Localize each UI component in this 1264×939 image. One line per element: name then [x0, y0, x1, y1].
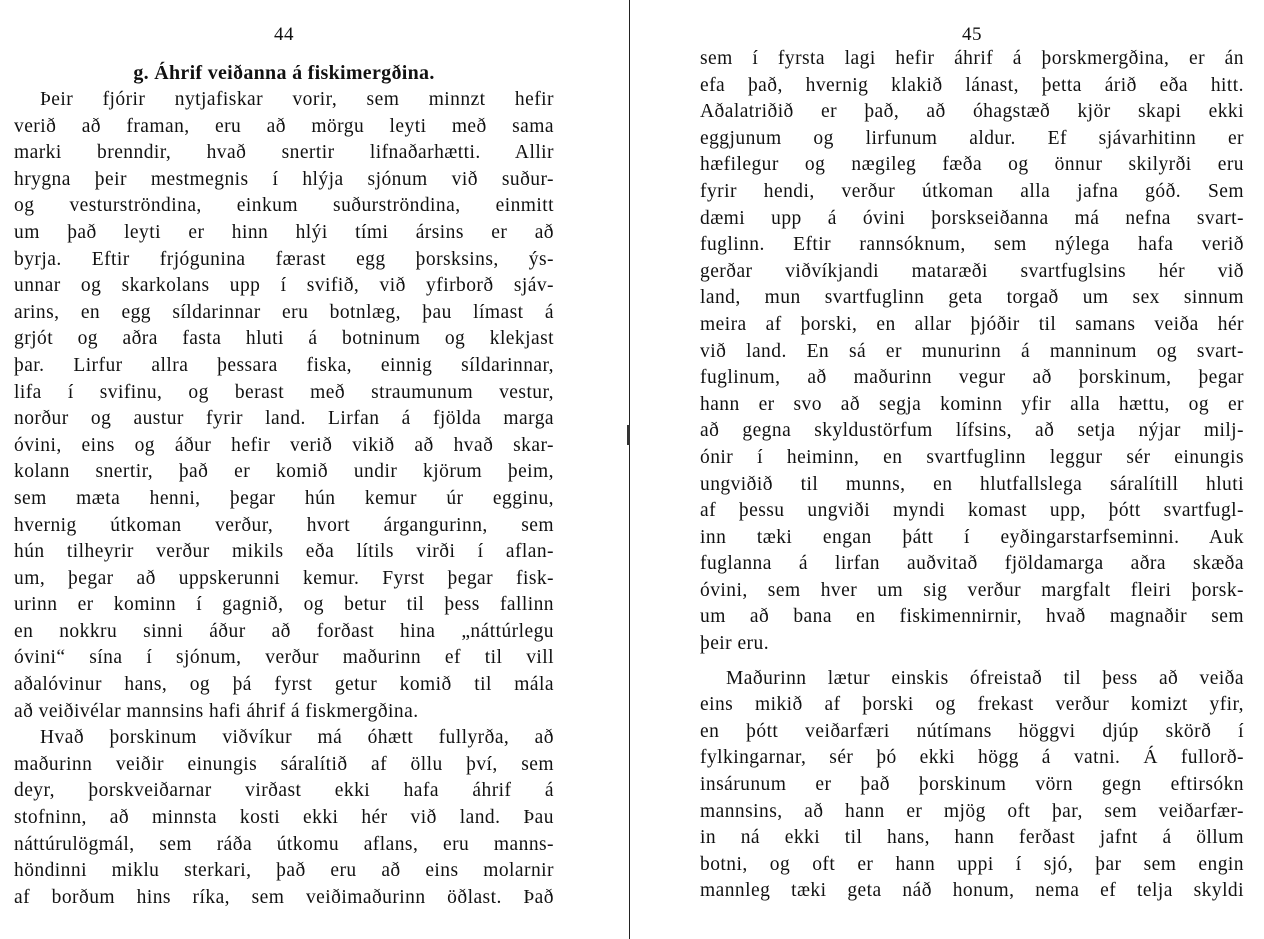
text-line: fuglanna á lirfan auðvitað fjöldamarga aðra skæða: [700, 553, 1244, 575]
text-line: urinn er kominn í gagnið, og betur til þess fallinn: [14, 594, 554, 616]
text-line: in ná ekki til hans, hann ferðast jafnt á öllum: [700, 827, 1244, 849]
text-line: Aðalatriðið er það, að óhagstæð kjör skapi ekki: [700, 101, 1244, 123]
text-line: unnar og skarkolans upp í svifið, við yfirborð sjáv-: [14, 275, 554, 297]
text-line: meira af þorski, en allar þjóðir til samans veiða hér: [700, 313, 1244, 335]
text-line: maðurinn veiðir einungis sáralítið af öllu því, sem: [14, 753, 554, 775]
text-line: mannleg tæki geta náð honum, nema ef telja skyldi: [700, 880, 1244, 902]
right-page: [700, 0, 1244, 939]
text-line: Þeir fjórir nytjafiskar vorir, sem minnzt hefir: [40, 89, 554, 110]
text-line: en þótt veiðarfæri nútímans höggvi djúp skörð í: [700, 720, 1244, 742]
text-line: kolann snertir, það er komið undir kjörum þeim,: [14, 461, 554, 483]
text-line: stofninn, að minnsta kosti ekki hér við land. Þau: [14, 807, 554, 829]
left-page: [14, 0, 554, 939]
text-line: ungviðið til munns, en hlutfallslega sáralítill hluti: [700, 473, 1244, 495]
text-line: sem í fyrsta lagi hefir áhrif á þorskmergðina, er án: [700, 48, 1244, 69]
text-line: gerðar viðvíkjandi mataræði svartfuglsins hér við: [700, 260, 1244, 282]
text-line: insárunum er það þorskinum vörn gegn eftirsókn: [700, 774, 1244, 796]
text-line: sem mæta henni, þegar hún kemur úr egginu,: [14, 487, 554, 509]
text-line: verið að framan, eru að mörgu leyti með sama: [14, 115, 554, 137]
text-line: efa það, hvernig klakið lánast, þetta árið eða hitt.: [700, 74, 1244, 96]
text-line: óvini“ sína í sjónum, verður maðurinn ef til vill: [14, 647, 554, 669]
text-line: hæfilegur og nægileg fæða og önnur skilyrði eru: [700, 154, 1244, 176]
text-line: þeir eru.: [700, 633, 770, 655]
page-number-left: 44: [274, 24, 294, 45]
text-line: hrygna þeir mestmegnis í hlýja sjónum við suður-: [14, 168, 554, 190]
section-heading: g. Áhrif veiðanna á fiskimergðina.: [133, 62, 435, 84]
text-line: höndinni miklu sterkari, það eru að eins molarnir: [14, 860, 554, 882]
text-line: Maðurinn lætur einskis ófreistað til þess að veiða: [726, 667, 1244, 689]
text-line: eins mikið af þorski og frekast verður komizt yfir,: [700, 694, 1244, 716]
text-line: eggjunum og lirfunum aldur. Ef sjávarhitinn er: [700, 127, 1244, 149]
text-line: grjót og aðra fasta hluti á botninum og klekjast: [14, 328, 554, 350]
text-line: hún tilheyrir verður mikils eða lítils virði í aflan-: [14, 541, 554, 563]
text-line: mannsins, að hann er mjög oft þar, sem veiðarfær-: [700, 800, 1244, 822]
left-page-body: [14, 87, 554, 911]
paragraph-gap: [700, 658, 1244, 666]
text-line: fylkingarnar, sér þó ekki högg á vatni. Á fullorð-: [700, 747, 1244, 769]
text-line: af borðum hins ríka, sem veiðimaðurinn öðlast. Það: [14, 886, 554, 908]
text-line: norður og austur fyrir land. Lirfan á fjölda marga: [14, 408, 554, 430]
text-line: fyrir hendi, verður útkoman alla jafna góð. Sem: [700, 180, 1244, 202]
text-line: og vesturströndina, einkum suðurströndina, einmitt: [14, 195, 554, 217]
text-line: fuglinum, að maðurinn vegur að þorskinum, þegar: [700, 367, 1244, 389]
text-line: land, mun svartfuglinn geta torgað um sex sinnum: [700, 287, 1244, 309]
text-line: þar. Lirfur allra þessara fiska, einnig síldarinnar,: [14, 354, 554, 376]
text-line: að gegna skyldustörfum lífsins, að setja nýjar milj-: [700, 420, 1244, 442]
text-line: við land. En sá er munurinn á manninum og svart-: [700, 340, 1244, 362]
text-line: deyr, þorskveiðarnar virðast ekki hafa áhrif á: [14, 780, 554, 802]
text-line: byrja. Eftir frjógunina færast egg þorsksins, ýs-: [14, 248, 554, 270]
text-line: ónir í heiminn, en svartfuglinn leggur sér einungis: [700, 446, 1244, 468]
text-line: hvernig útkoman verður, hvort árgangurinn, sem: [14, 514, 554, 536]
page-gutter: [629, 0, 630, 939]
text-line: botni, og oft er hann uppi í sjó, þar sem engin: [700, 853, 1244, 875]
text-line: en nokkru sinni áður að forðast hina „náttúrlegu: [14, 620, 554, 642]
text-line: hann er svo að segja kominn yfir alla hættu, og er: [700, 393, 1244, 415]
text-line: um það leyti er hinn hlýi tími ársins er að: [14, 221, 554, 243]
text-line: náttúrulögmál, sem ráða útkomu aflans, eru manns-: [14, 833, 554, 855]
text-line: marki brenndir, hvað snertir lifnaðarhætti. Allir: [14, 142, 554, 164]
text-line: dæmi upp á óvini þorskseiðanna má nefna svart-: [700, 207, 1244, 229]
right-page-body: [700, 46, 1244, 905]
text-line: um að bana en fiskimennirnir, hvað magnaðir sem: [700, 606, 1244, 628]
gutter-mark: [627, 425, 630, 445]
text-line: inn tæki engan þátt í eyðingarstarfseminni. Auk: [700, 526, 1244, 548]
page-number-right: 45: [962, 24, 982, 45]
text-line: arins, en egg síldarinnar eru botnlæg, þau límast á: [14, 301, 554, 323]
text-line: Hvað þorskinum viðvíkur má óhætt fullyrða, að: [40, 727, 554, 749]
text-line: aðalóvinur hans, og þá fyrst getur komið til mála: [14, 674, 554, 696]
text-line: um, þegar að uppskerunni kemur. Fyrst þegar fisk-: [14, 567, 554, 589]
text-line: lifa í svifinu, og berast með straumunum vestur,: [14, 381, 554, 403]
text-line: af þessu ungviði myndi komast upp, þótt svartfugl-: [700, 500, 1244, 522]
text-line: óvini, sem hver um sig verður margfalt fleiri þorsk-: [700, 579, 1244, 601]
text-line: fuglinn. Eftir rannsóknum, sem nýlega hafa verið: [700, 234, 1244, 256]
text-line: óvini, eins og áður hefir verið vikið að hvað skar-: [14, 434, 554, 456]
text-line: að veiðivélar mannsins hafi áhrif á fiskmergðina.: [14, 700, 419, 722]
